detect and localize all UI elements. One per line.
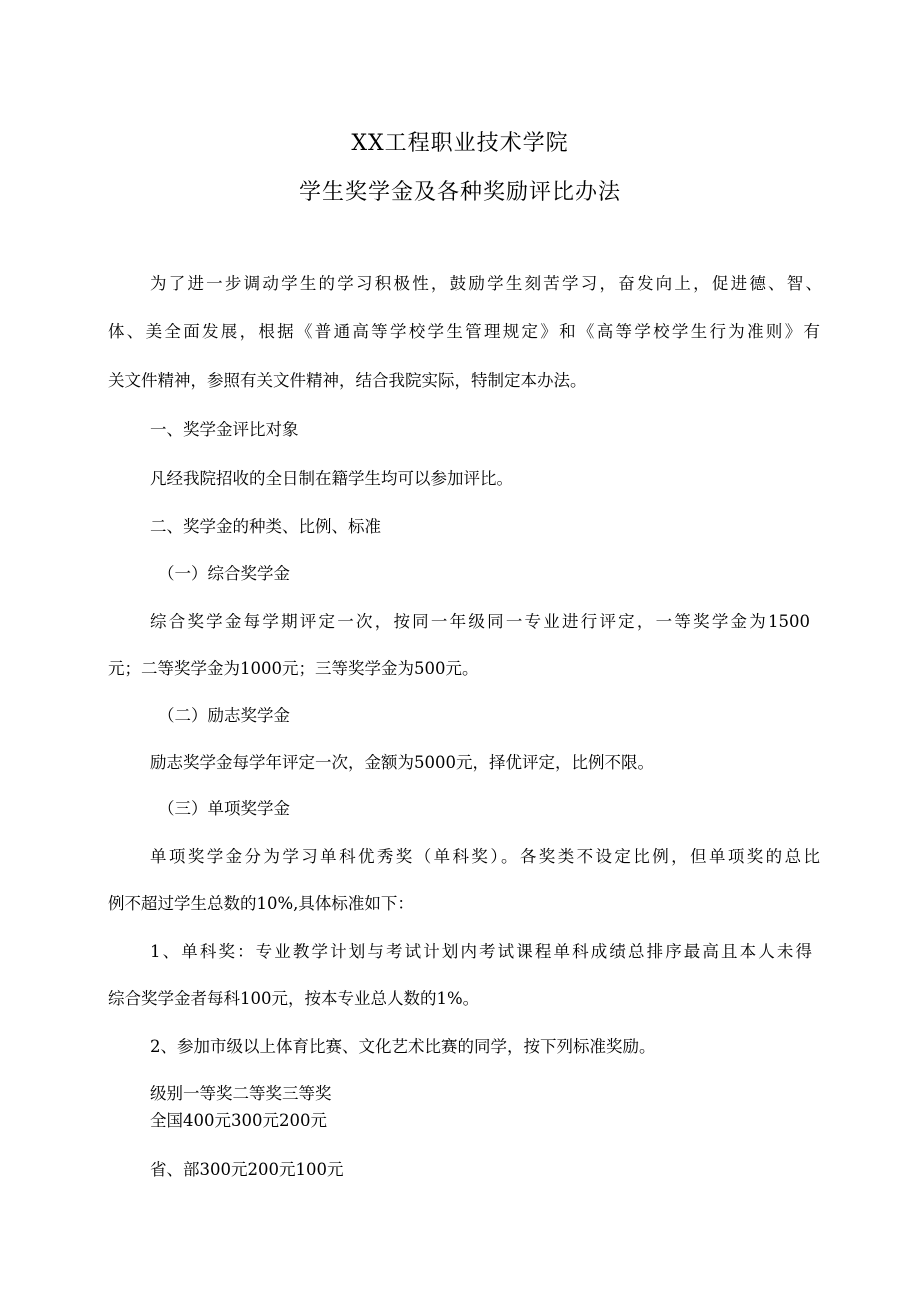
subsection3-heading: （三）单项奖学金 [158,799,290,818]
item2-text: 2、参加市级以上体育比赛、文化艺术比赛的同学，按下列标准奖励。 [150,1037,656,1056]
item1-line-2: 综合奖学金者每科100元，按本专业总人数的1%。 [108,989,480,1008]
section1-heading: 一、奖学金评比对象 [150,420,299,439]
award-table-row-provincial: 省、部300元200元100元 [150,1160,344,1179]
intro-line-2: 体、美全面发展，根据《普通高等学校学生管理规定》和《高等学校学生行为准则》有 [108,322,820,341]
intro-line-3: 关文件精神，参照有关文件精神，结合我院实际，特制定本办法。 [108,371,587,390]
section1-text: 凡经我院招收的全日制在籍学生均可以参加评比。 [150,469,513,488]
subsection3-text-line-2: 例不超过学生总数的10%,具体标准如下： [108,894,414,913]
document-title-school: XX工程职业技术学院 [351,131,569,156]
subsection2-heading: （二）励志奖学金 [158,706,290,725]
intro-line-1: 为了进一步调动学生的学习积极性，鼓励学生刻苦学习，奋发向上，促进德、智、 [150,274,822,293]
subsection1-heading: （一）综合奖学金 [158,564,290,583]
subsection3-text-line-1: 单项奖学金分为学习单科优秀奖（单科奖）。各奖类不设定比例，但单项奖的总比 [150,847,820,866]
subsection2-text: 励志奖学金每学年评定一次，金额为5000元，择优评定，比例不限。 [150,753,654,772]
item1-line-1: 1、单科奖：专业教学计划与考试计划内考试课程单科成绩总排序最高且本人未得 [150,942,812,961]
award-table-header: 级别一等奖二等奖三等奖 [150,1084,332,1103]
document-title-regulation: 学生奖学金及各种奖励评比办法 [298,180,621,205]
section2-heading: 二、奖学金的种类、比例、标准 [150,517,381,536]
award-table-row-national: 全国400元300元200元 [150,1111,327,1130]
subsection1-text-line-2: 元；二等奖学金为1000元；三等奖学金为500元。 [108,659,479,678]
subsection1-text-line-1: 综合奖学金每学期评定一次，按同一年级同一专业进行评定，一等奖学金为1500 [150,612,810,631]
